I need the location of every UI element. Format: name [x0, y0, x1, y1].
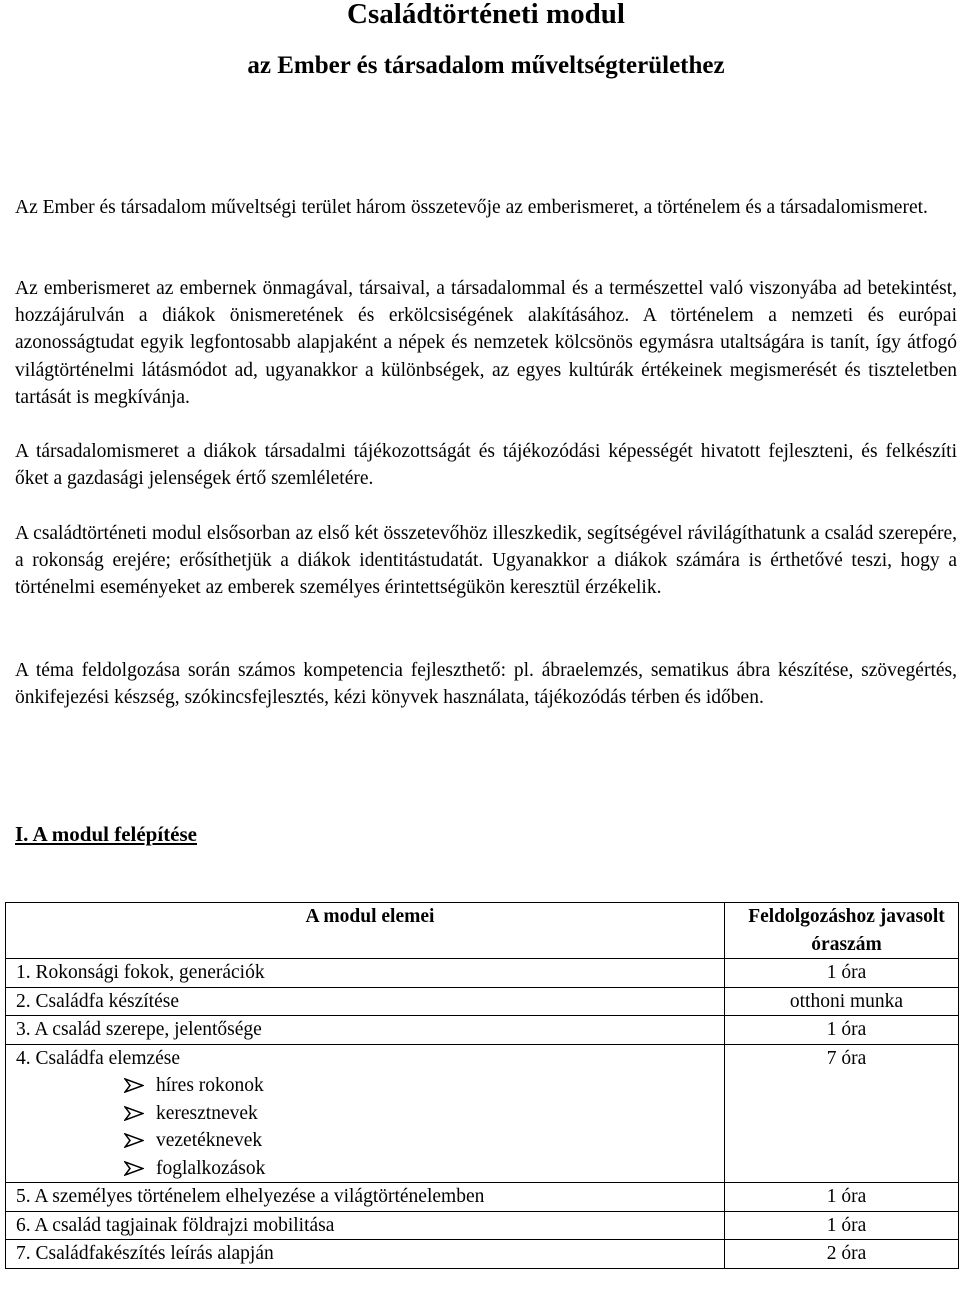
paragraph-emberismeret: Az emberismeret az embernek önmagával, társaival, a társadalommal és a természettel való viszonyába ad betekintést, hozzájárulván a diákok önismeretének és erkölcsiségének alakításához. A történelem a nemzeti és európai azonosságtudat egyik legfontosabb alapjaként a népek és nemzetek kölcsönös egymásra utaltságára is tanít, így átfogó világtörténelmi látásmódot ad, ugyanakkor a különbségek, az egyes kultúrák értékeinek megismerését és tiszteletben tartását is megkívánja. — [15, 278, 957, 408]
subitem-label: híres rokonok — [156, 1075, 264, 1096]
paragraph-tarsadalomismeret: A társadalomismeret a diákok társadalmi tájékozottságát és tájékozódási képességét hivatott fejleszteni, és felkészíti őket a gazdasági jelenségek értő szemléletére. — [15, 441, 957, 490]
list-item — [124, 1100, 724, 1128]
table-header-row — [6, 903, 959, 959]
arrow-bullet-icon — [124, 1078, 144, 1093]
row-hours: 7 óra — [725, 1044, 959, 1183]
document-title: Családtörténeti modul — [347, 0, 625, 30]
row-hours: 2 óra — [725, 1240, 959, 1269]
row-item: 5. A személyes történelem elhelyezése a világtörténelemben — [6, 1183, 725, 1212]
subitem-label: foglalkozások — [156, 1157, 266, 1179]
document-subtitle: az Ember és társadalom műveltségterülethez — [247, 52, 725, 79]
row-hours: 1 óra — [725, 959, 959, 988]
subitem-list — [16, 1072, 724, 1182]
header-elements: A modul elemei — [6, 903, 725, 959]
row-item: 2. Családfa készítése — [6, 987, 725, 1016]
table-row — [6, 1016, 959, 1045]
row-item-with-subitems — [6, 1044, 725, 1183]
row-item: 6. A család tagjainak földrajzi mobilitása — [6, 1211, 725, 1240]
table-row — [6, 959, 959, 988]
row-item: 3. A család szerepe, jelentősége — [6, 1016, 725, 1045]
arrow-bullet-icon — [124, 1161, 144, 1176]
table-row — [6, 1044, 959, 1183]
paragraph-csaladtortenet: A családtörténeti modul elsősorban az első két összetevőhöz illeszkedik, segítségével rávilágíthatunk a család szerepére, a rokonság erejére; erősíthetjük a diákok identitástudatát. Ugyanakkor a diákok számára is érthetővé teszi, hogy a történelmi eseményeket az emberek személyes érintettségükön keresztül érzékelik. — [15, 523, 957, 599]
arrow-bullet-icon — [124, 1133, 144, 1148]
table-row — [6, 1211, 959, 1240]
list-item — [124, 1127, 724, 1155]
paragraph-kompetenciak: A téma feldolgozása során számos kompetencia fejleszthető: pl. ábraelemzés, sematikus ábra készítése, szövegértés, önkifejezési készség, szókincsfejlesztés, kézi könyvek használata, tájékozódás térben és időben. — [15, 660, 957, 709]
row-hours: 1 óra — [725, 1211, 959, 1240]
row-item: 4. Családfa elemzése — [16, 1047, 181, 1069]
table-row — [6, 1240, 959, 1269]
table-row — [6, 1183, 959, 1212]
row-item: 1. Rokonsági fokok, generációk — [6, 959, 725, 988]
row-hours: otthoni munka — [725, 987, 959, 1016]
subitem-label: vezetéknevek — [156, 1130, 263, 1151]
paragraph-intro: Az Ember és társadalom műveltségi terület három összetevője az emberismeret, a történelem és a társadalomismeret. — [15, 197, 928, 218]
section-heading: I. A modul felépítése — [15, 822, 197, 846]
row-item: 7. Családfakészítés leírás alapján — [6, 1240, 725, 1269]
subitem-label: keresztnevek — [156, 1102, 258, 1124]
module-structure-table — [5, 902, 959, 1269]
header-hours: Feldolgozáshoz javasolt óraszám — [725, 903, 959, 959]
row-hours: 1 óra — [725, 1183, 959, 1212]
arrow-bullet-icon — [124, 1106, 144, 1121]
list-item — [124, 1155, 724, 1183]
list-item — [124, 1072, 724, 1100]
row-hours: 1 óra — [725, 1016, 959, 1045]
table-row — [6, 987, 959, 1016]
